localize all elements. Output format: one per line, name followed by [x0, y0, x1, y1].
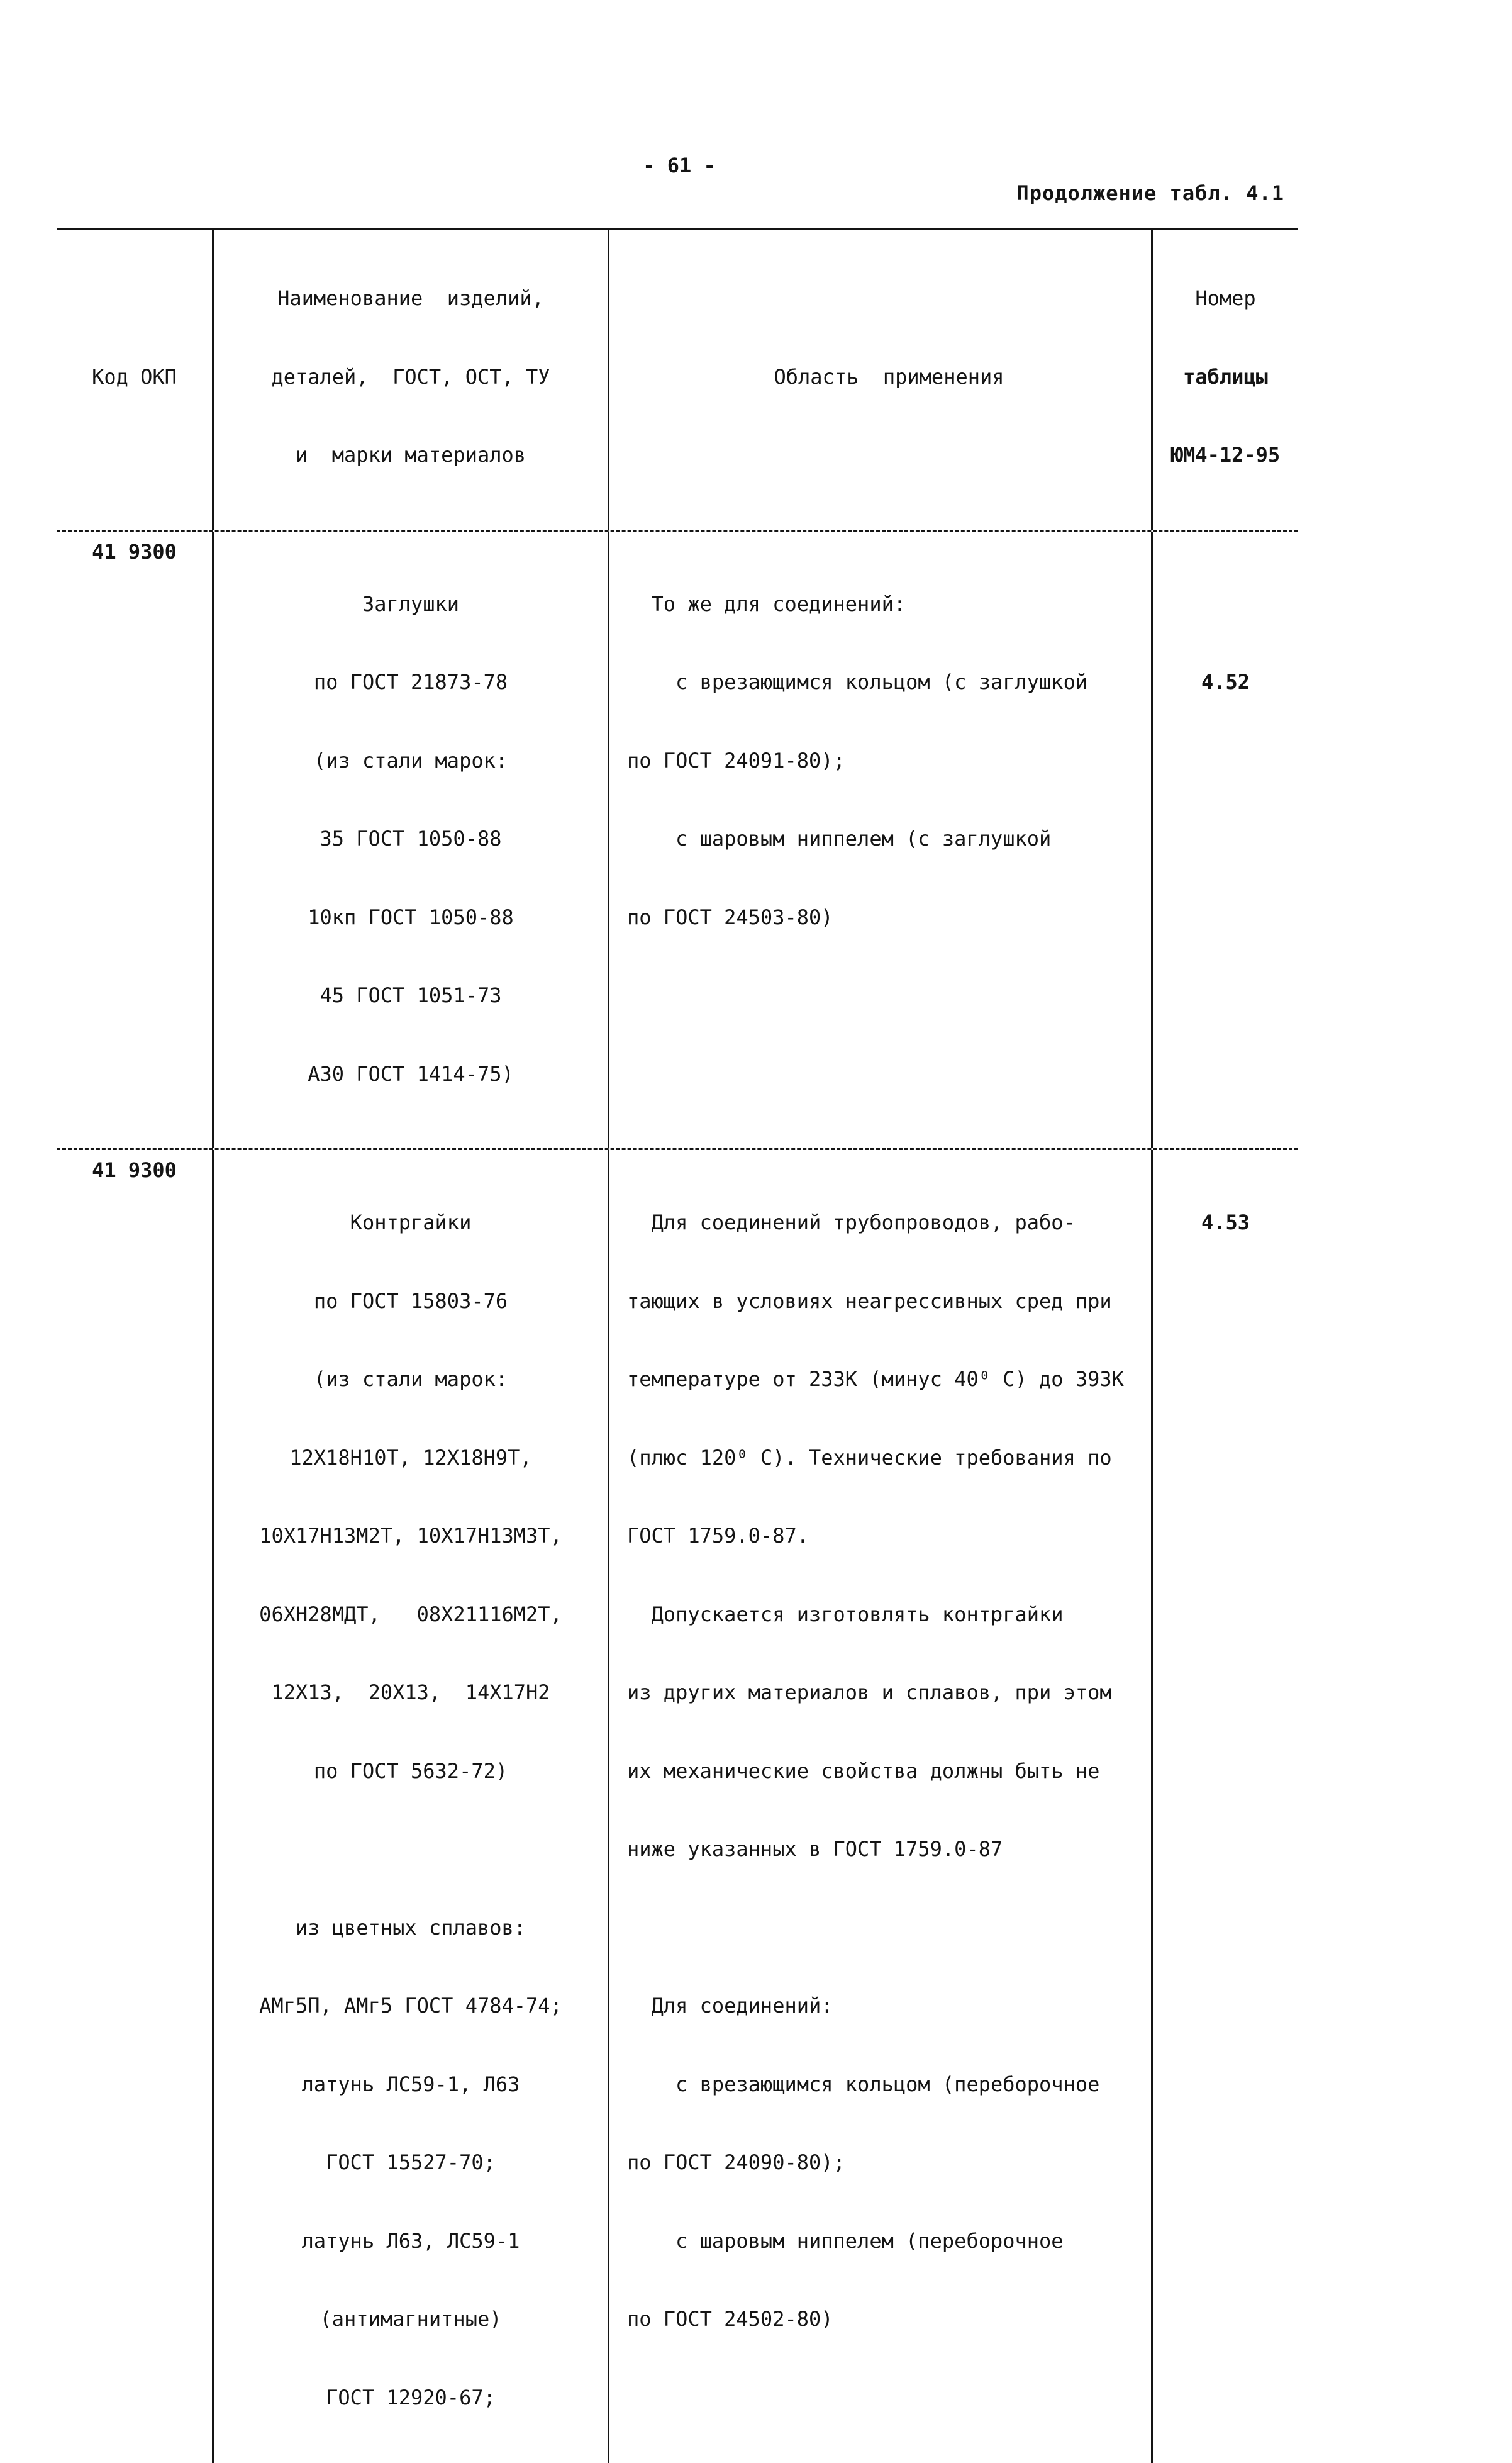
okp-code-cell: 41 9300 [92, 1158, 177, 1182]
header-table-number-line: ЮМ4-12-95 [1170, 443, 1281, 467]
application-line [627, 1915, 1151, 1941]
product-name-line: Контргайки [350, 1210, 472, 1234]
application-line: по ГОСТ 24503-80) [627, 905, 833, 929]
application-line: ниже указанных в ГОСТ 1759.0-87 [627, 1837, 1003, 1861]
product-name-line: из цветных сплавов: [295, 1915, 526, 1940]
table-row [57, 530, 1298, 1149]
product-name-line: (из стали марок: [313, 748, 508, 773]
product-name-line: 06ХН28МДТ, 08Х21116М2Т, [259, 1602, 562, 1626]
product-name-line: по ГОСТ 15803-76 [313, 1288, 508, 1313]
application-line: по ГОСТ 24090-80); [627, 2150, 845, 2174]
product-name-line: по ГОСТ 5632-72) [313, 1758, 508, 1783]
header-product-name-line: и марки материалов [295, 443, 526, 467]
product-name-line: 10кп ГОСТ 1050-88 [308, 905, 514, 929]
table-row [57, 1148, 1298, 2463]
application-line: тающих в условиях неагрессивных сред при [627, 1288, 1112, 1313]
product-name-line: А30 ГОСТ 1414-75) [308, 1061, 514, 1086]
product-name-line: 45 ГОСТ 1051-73 [320, 983, 502, 1007]
application-line: с шаровым ниппелем (с заглушкой [627, 827, 1052, 851]
table-number-cell [1151, 532, 1298, 1149]
product-name-line: (из стали марок: [313, 1367, 508, 1391]
header-application-area [608, 230, 1151, 530]
application-line: То же для соединений: [627, 591, 906, 616]
product-name-line: Заглушки [362, 591, 460, 616]
header-okp-code [57, 230, 212, 530]
header-product-name-line: Наименование изделий, [277, 286, 544, 310]
table-number-value: 4.53 [1201, 1210, 1250, 1234]
application-line: Для соединений: [627, 1994, 833, 2018]
product-name-line: по ГОСТ 21873-78 [313, 670, 508, 694]
header-application-area-label: Область применения [774, 364, 1004, 389]
application-line: ГОСТ 1759.0-87. [627, 1524, 809, 1548]
header-okp-code-label: Код ОКП [92, 364, 177, 389]
product-name-line: (антимагнитные) [320, 2307, 502, 2331]
page-number: - 61 - [643, 154, 716, 177]
table-continuation-label: Продолжение табл. 4.1 [1016, 181, 1284, 205]
product-name-line: ГОСТ 12920-67; [326, 2385, 496, 2410]
application-cell [608, 532, 1151, 1149]
product-name-line: 35 ГОСТ 1050-88 [320, 827, 502, 851]
application-line: Для соединений трубопроводов, рабо- [627, 1210, 1076, 1234]
table-number-spacer [1153, 591, 1298, 618]
application-line: с шаровым ниппелем (переборочное [627, 2228, 1064, 2253]
product-name-cell [212, 1150, 608, 2463]
header-product-name [212, 230, 608, 530]
product-name-cell [212, 532, 608, 1149]
application-cell [608, 1150, 1151, 2463]
product-name-line: АМг5П, АМг5 ГОСТ 4784-74; [259, 1994, 562, 2018]
application-line: их механические свойства должны быть не [627, 1758, 1100, 1783]
application-line: по ГОСТ 24502-80) [627, 2307, 833, 2331]
application-line: температуре от 233К (минус 40⁰ С) до 393К [627, 1367, 1124, 1391]
product-name-line: 10Х17Н13М2Т, 10Х17Н13М3Т, [259, 1524, 562, 1548]
application-line: с врезающимся кольцом (переборочное [627, 2072, 1100, 2096]
application-line: с врезающимся кольцом (с заглушкой [627, 670, 1088, 694]
header-table-number-line: Номер [1195, 286, 1256, 310]
header-table-number-line: таблицы [1183, 364, 1268, 389]
product-name-line: латунь ЛС59-1, Л63 [301, 2072, 520, 2096]
application-line: по ГОСТ 24091-80); [627, 748, 845, 773]
product-name-line: латунь Л63, ЛС59-1 [301, 2228, 520, 2253]
application-line: Допускается изготовлять контргайки [627, 1602, 1064, 1626]
application-line: из других материалов и сплавов, при этом [627, 1680, 1112, 1704]
table-number-value: 4.52 [1201, 670, 1250, 694]
header-table-number [1151, 230, 1298, 530]
product-name-line: ГОСТ 15527-70; [326, 2150, 496, 2174]
header-product-name-line: деталей, ГОСТ, ОСТ, ТУ [271, 364, 550, 389]
table-number-cell [1151, 1150, 1298, 2463]
table-header-row [57, 230, 1298, 530]
product-name-line: 12Х18Н10Т, 12Х18Н9Т, [289, 1445, 532, 1470]
products-table [57, 228, 1298, 2463]
application-line: (плюс 120⁰ С). Технические требования по [627, 1445, 1112, 1470]
product-name-line [214, 1836, 608, 1863]
product-name-line: 12Х13, 20Х13, 14Х17Н2 [271, 1680, 550, 1704]
okp-code-cell: 41 9300 [92, 539, 177, 564]
